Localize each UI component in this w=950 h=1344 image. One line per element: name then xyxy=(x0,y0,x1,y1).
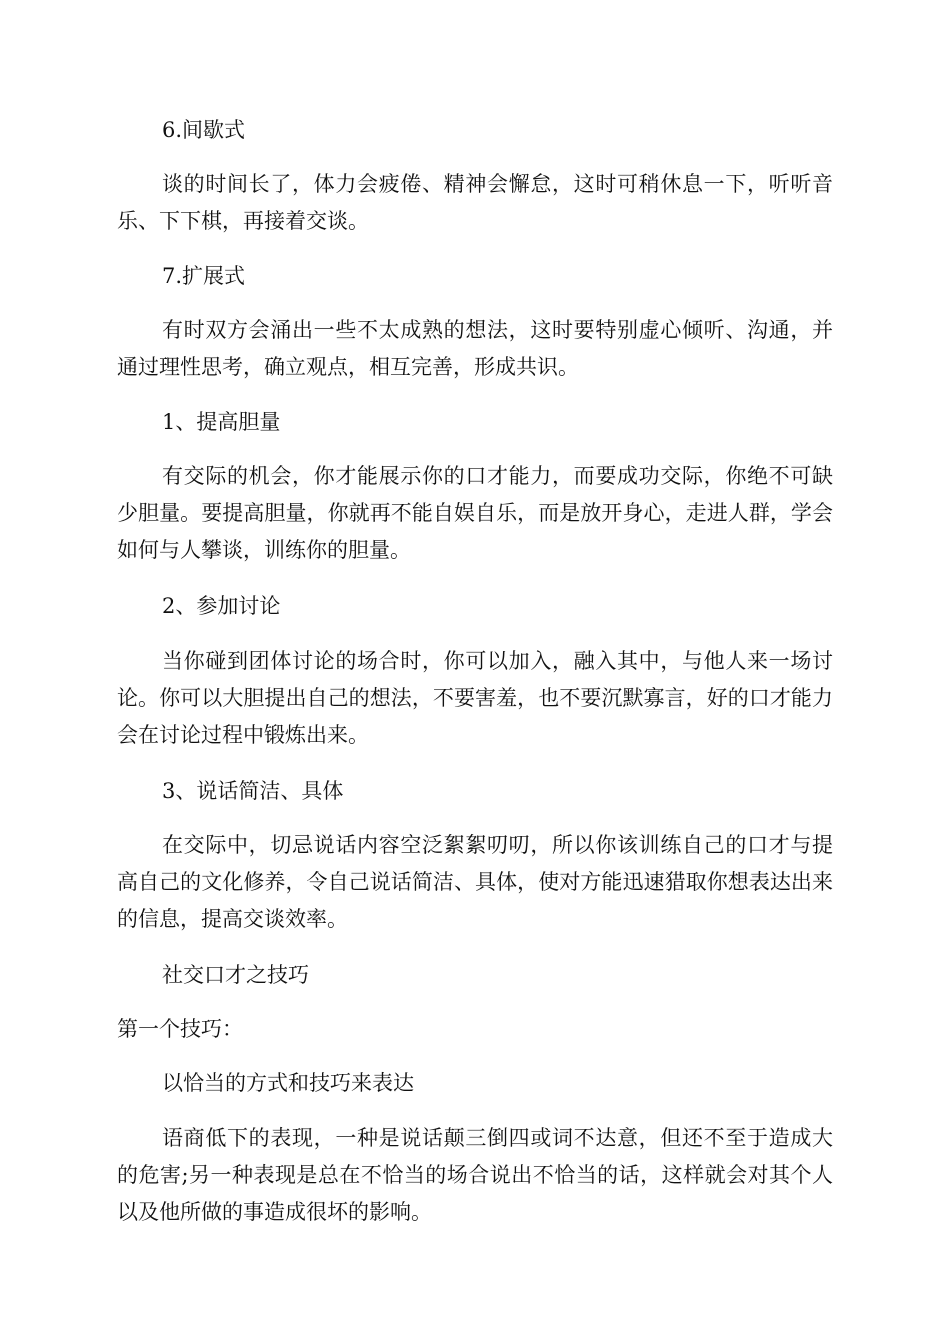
heading-courage: 1、提高胆量 xyxy=(162,410,281,434)
paragraph-express: 语商低下的表现，一种是说话颠三倒四或词不达意，但还不至于造成大的危害;另一种表现是总在不恰当的场合说出不恰当的话，这样就会对其个人以及他所做的事造成很坏的影响。 xyxy=(117,1126,833,1224)
paragraph-intermittent: 谈的时间长了，体力会疲倦、精神会懈怠，这时可稍休息一下，听听音乐、下下棋，再接着交谈。 xyxy=(117,172,833,233)
heading-extension: 7.扩展式 xyxy=(162,264,246,288)
heading-first-skill: 第一个技巧： xyxy=(117,1017,243,1041)
subheading-express: 以恰当的方式和技巧来表达 xyxy=(162,1071,414,1095)
paragraph-concise: 在交际中，切忌说话内容空泛絮絮叨叨，所以你该训练自己的口才与提高自己的文化修养，令自己说话简洁、具体，使对方能迅速猎取你想表达出来的信息，提高交谈效率。 xyxy=(117,833,833,931)
paragraph-extension: 有时双方会涌出一些不太成熟的想法，这时要特别虚心倾听、沟通，并通过理性思考，确立观点，相互完善，形成共识。 xyxy=(117,318,833,379)
heading-social-skills: 社交口才之技巧 xyxy=(162,963,309,987)
paragraph-courage: 有交际的机会，你才能展示你的口才能力，而要成功交际，你绝不可缺少胆量。要提高胆量，你就再不能自娱自乐，而是放开身心，走进人群，学会如何与人攀谈，训练你的胆量。 xyxy=(117,464,833,562)
heading-discussion: 2、参加讨论 xyxy=(162,594,281,618)
paragraph-discussion: 当你碰到团体讨论的场合时，你可以加入，融入其中，与他人来一场讨论。你可以大胆提出自己的想法，不要害羞，也不要沉默寡言，好的口才能力会在讨论过程中锻炼出来。 xyxy=(117,649,833,747)
heading-intermittent: 6.间歇式 xyxy=(162,118,246,142)
heading-concise: 3、说话简洁、具体 xyxy=(162,779,344,803)
